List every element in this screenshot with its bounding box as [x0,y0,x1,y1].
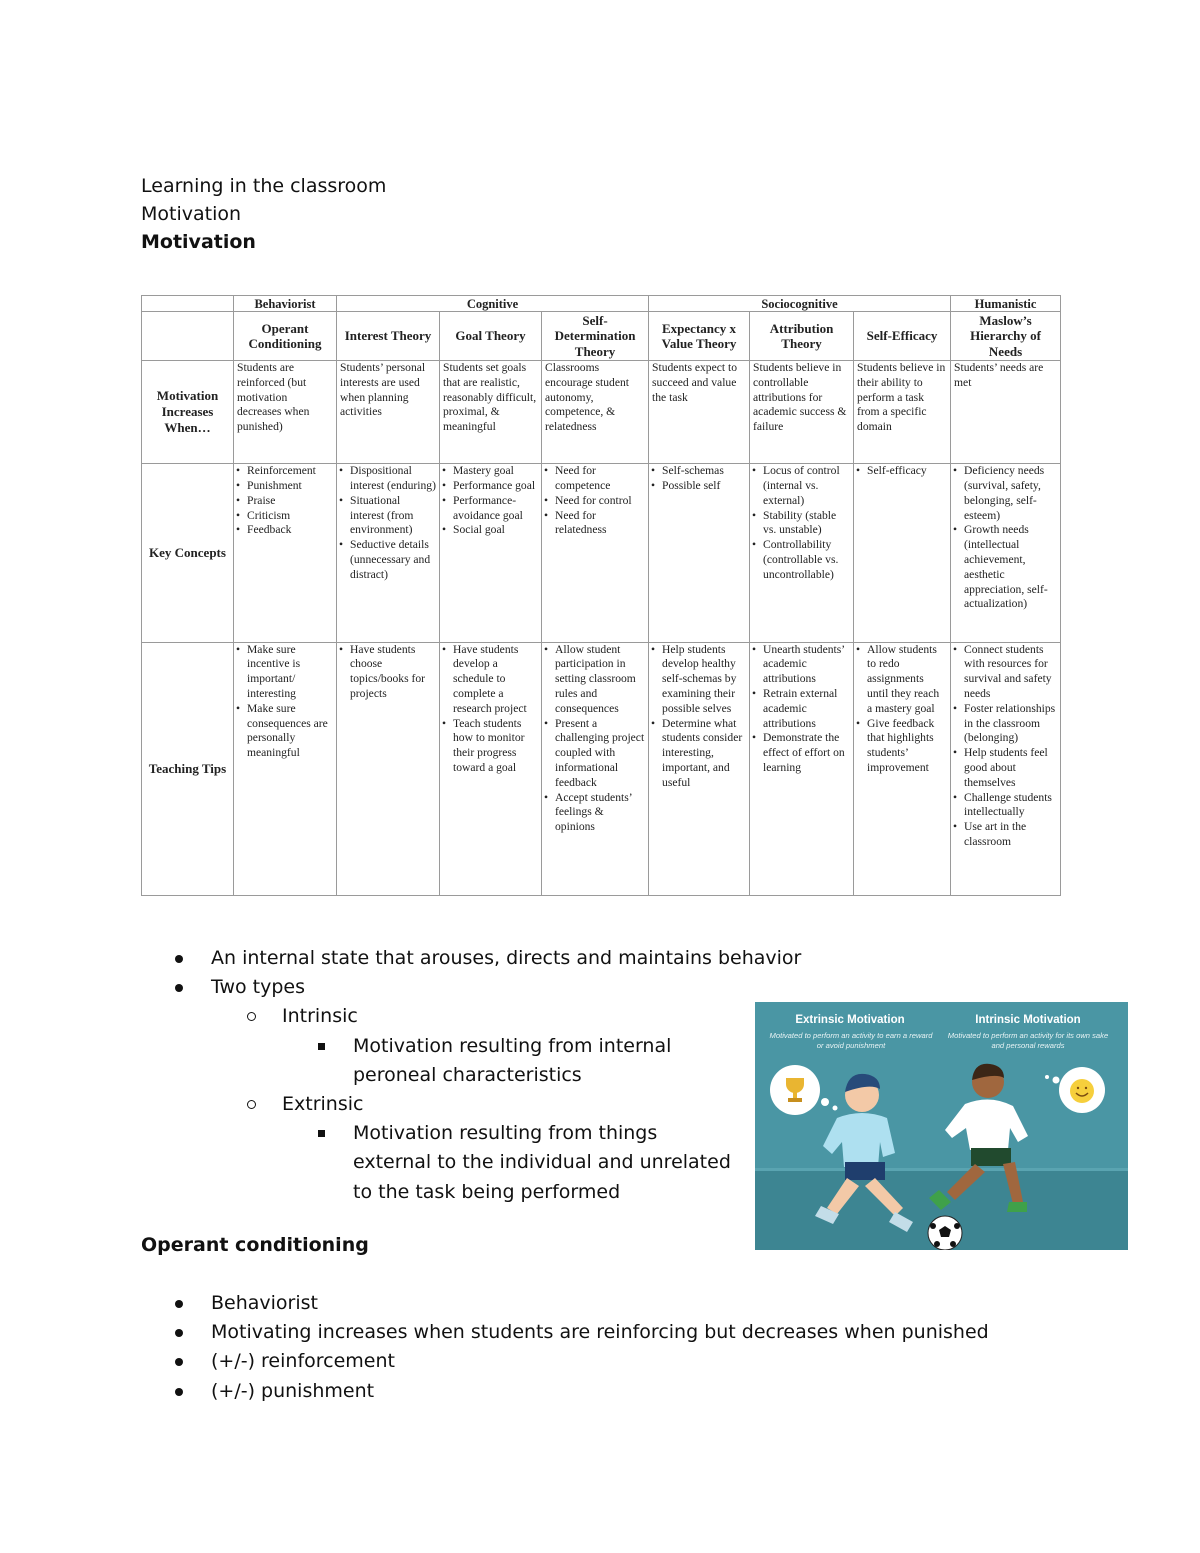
cell-bullet-item: • Social goal [443,523,538,538]
cell-bullet-item: • Growth needs (intellectual achievement, aesthetic appreciation, self-actualization) [954,523,1057,612]
cell-bullet-list [753,643,850,776]
cell-bullet-list [857,643,947,776]
cell-bullet-item: • Need for relatedness [545,509,645,539]
bullet-text: Intrinsic [282,1005,358,1028]
cell-bullet-item: • Criticism [237,509,333,524]
cell-bullet-item: • Accept students’ feelings & opinions [545,791,645,835]
cell-bullet-item: • Retrain external academic attributions [753,687,850,731]
bullet-marker [175,955,183,963]
cell-bullet-list [545,643,645,835]
table-cell [951,464,1061,642]
theory-header: Attribution Theory [750,312,854,361]
table-cell [440,642,542,895]
page-headings [141,172,386,256]
bullet-text: (+/-) reinforcement [211,1350,395,1373]
cell-bullet-item: • Self-efficacy [857,464,947,479]
cell-bullet-item: • Self-schemas [652,464,746,479]
category-header: Sociocognitive [649,296,951,312]
cell-bullet-item: • Make sure incentive is important/ interesting [237,643,333,702]
corner-cell [142,312,234,361]
cell-bullet-item: • Help students feel good about themselves [954,746,1057,790]
bullet-text: Behaviorist [211,1292,318,1314]
section-heading-motivation: Motivation [141,231,256,253]
row-header: Motivation Increases When… [142,361,234,464]
cell-bullet-item: • Demonstrate the effect of effort on learning [753,731,850,775]
intrinsic-title: Intrinsic Motivation [975,1014,1081,1026]
cell-bullet-item: • Present a challenging project coupled with informational feedback [545,717,645,791]
cell-bullet-list [545,464,645,538]
bullet-text: (+/-) punishment [211,1379,375,1402]
theory-header: Expectancy x Value Theory [649,312,750,361]
intrinsic-description: Motivated to perform an activity for its own sake and personal rewards [947,1031,1109,1050]
table-cell: Students’ personal interests are used when planning activities [337,361,440,464]
cell-bullet-list [652,464,746,494]
cell-bullet-list [753,464,850,582]
cell-bullet-item: • Foster relationships in the classroom (belonging) [954,702,1057,746]
row-header: Teaching Tips [142,642,234,895]
cell-bullet-item: • Need for competence [545,464,645,494]
doc-title: Learning in the classroom [141,175,387,197]
bullet-marker [318,1043,325,1050]
table-cell [542,464,649,642]
row-header: Key Concepts [142,464,234,642]
table-cell [337,464,440,642]
theory-header: Operant Conditioning [234,312,337,361]
cell-bullet-item: • Determine what students consider interesting, important, and useful [652,717,746,791]
doc-subtitle: Motivation [141,203,242,225]
bullet-text: external to the individual and unrelated [353,1151,731,1174]
soccer-ball [928,1216,962,1250]
table-cell: Students believe in their ability to perform a task from a specific domain [854,361,951,464]
cell-bullet-item: • Teach students how to monitor their progress toward a goal [443,717,538,776]
cell-bullet-item: • Need for control [545,494,645,509]
table-cell [854,464,951,642]
bullet-text: Two types [211,976,306,999]
table-cell: Students expect to succeed and value the task [649,361,750,464]
corner-cell [142,296,234,312]
cell-bullet-item: • Feedback [237,523,333,538]
bullet-text: peroneal characteristics [353,1063,582,1086]
cell-bullet-item: • Allow student participation in setting classroom rules and consequences [545,643,645,717]
cell-bullet-item: • Situational interest (from environment) [340,494,436,538]
cell-bullet-list [954,643,1057,850]
table-cell: Classrooms encourage student autonomy, competence, & relatedness [542,361,649,464]
category-header: Behaviorist [234,296,337,312]
cell-bullet-item: • Help students develop healthy self-schemas by examining their possible selves [652,643,746,717]
cell-bullet-item: • Connect students with resources for survival and safety needs [954,643,1057,702]
table-cell: Students are reinforced (but motivation decreases when punished) [234,361,337,464]
extrinsic-title: Extrinsic Motivation [795,1014,905,1026]
cell-bullet-item: • Have students develop a schedule to complete a research project [443,643,538,717]
bullet-marker [175,1300,183,1308]
table-cell [750,464,854,642]
section-heading-operant: Operant conditioning [141,1234,369,1256]
table-cell [854,642,951,895]
cell-bullet-item: • Challenge students intellectually [954,791,1057,821]
theory-header: Goal Theory [440,312,542,361]
bullet-marker [175,984,183,992]
table-cell [234,464,337,642]
table-cell [750,642,854,895]
cell-bullet-list [857,464,947,479]
table-cell [649,464,750,642]
cell-bullet-item: • Praise [237,494,333,509]
cell-bullet-item: • Reinforcement [237,464,333,479]
theory-header: Self-Efficacy [854,312,951,361]
cell-bullet-list [954,464,1057,612]
cell-bullet-list [237,464,333,538]
cell-bullet-list [340,464,436,582]
table-cell [440,464,542,642]
motivation-illustration [755,1002,1128,1250]
table-cell: Students set goals that are realistic, reasonably difficult, proximal, & meaningful [440,361,542,464]
cell-bullet-item: • Give feedback that highlights students’ improvement [857,717,947,776]
bullet-text: An internal state that arouses, directs and maintains behavior [211,947,802,969]
category-header: Cognitive [337,296,649,312]
bullet-marker [175,1329,183,1337]
cell-bullet-item: • Unearth students’ academic attributions [753,643,850,687]
motivation-theories-table [141,295,1061,896]
theory-header: Interest Theory [337,312,440,361]
cell-bullet-item: • Mastery goal [443,464,538,479]
cell-bullet-item: • Use art in the classroom [954,820,1057,850]
cell-bullet-item: • Deficiency needs (survival, safety, belonging, self-esteem) [954,464,1057,523]
theory-header: Self-Determination Theory [542,312,649,361]
cell-bullet-item: • Dispositional interest (enduring) [340,464,436,494]
cell-bullet-list [340,643,436,702]
cell-bullet-list [443,643,538,776]
bullet-marker [175,1388,183,1396]
cell-bullet-item: • Possible self [652,479,746,494]
table-cell [649,642,750,895]
cell-bullet-item: • Controllability (controllable vs. uncontrollable) [753,538,850,582]
cell-bullet-item: • Make sure consequences are personally meaningful [237,702,333,761]
cell-bullet-item: • Have students choose topics/books for projects [340,643,436,702]
cell-bullet-item: • Stability (stable vs. unstable) [753,509,850,539]
cell-bullet-item: • Performance goal [443,479,538,494]
table-cell [234,642,337,895]
cell-bullet-list [443,464,538,538]
bullet-text: Motivation resulting from things [353,1122,658,1145]
table-cell [951,642,1061,895]
bullet-marker [318,1130,325,1137]
bullet-text: Motivating increases when students are reinforcing but decreases when punished [211,1321,989,1344]
cell-bullet-list [237,643,333,761]
cell-bullet-item: • Performance-avoidance goal [443,494,538,524]
cell-bullet-item: • Locus of control (internal vs. external) [753,464,850,508]
bullet-text: Motivation resulting from internal [353,1034,672,1057]
table-cell [542,642,649,895]
cell-bullet-list [652,643,746,791]
table-cell: Students’ needs are met [951,361,1061,464]
bullet-marker [247,1012,256,1021]
bullet-text: Extrinsic [282,1093,364,1115]
table-cell [337,642,440,895]
cell-bullet-item: • Punishment [237,479,333,494]
bullet-marker [175,1358,183,1366]
category-header: Humanistic [951,296,1061,312]
cell-bullet-item: • Allow students to redo assignments until they reach a mastery goal [857,643,947,717]
bullet-text: to the task being performed [353,1180,621,1203]
bullet-marker [247,1100,256,1109]
theory-header: Maslow’s Hierarchy of Needs [951,312,1061,361]
extrinsic-description: Motivated to perform an activity to earn a reward or avoid punishment [769,1031,933,1050]
table-cell: Students believe in controllable attributions for academic success & failure [750,361,854,464]
cell-bullet-item: • Seductive details (unnecessary and distract) [340,538,436,582]
